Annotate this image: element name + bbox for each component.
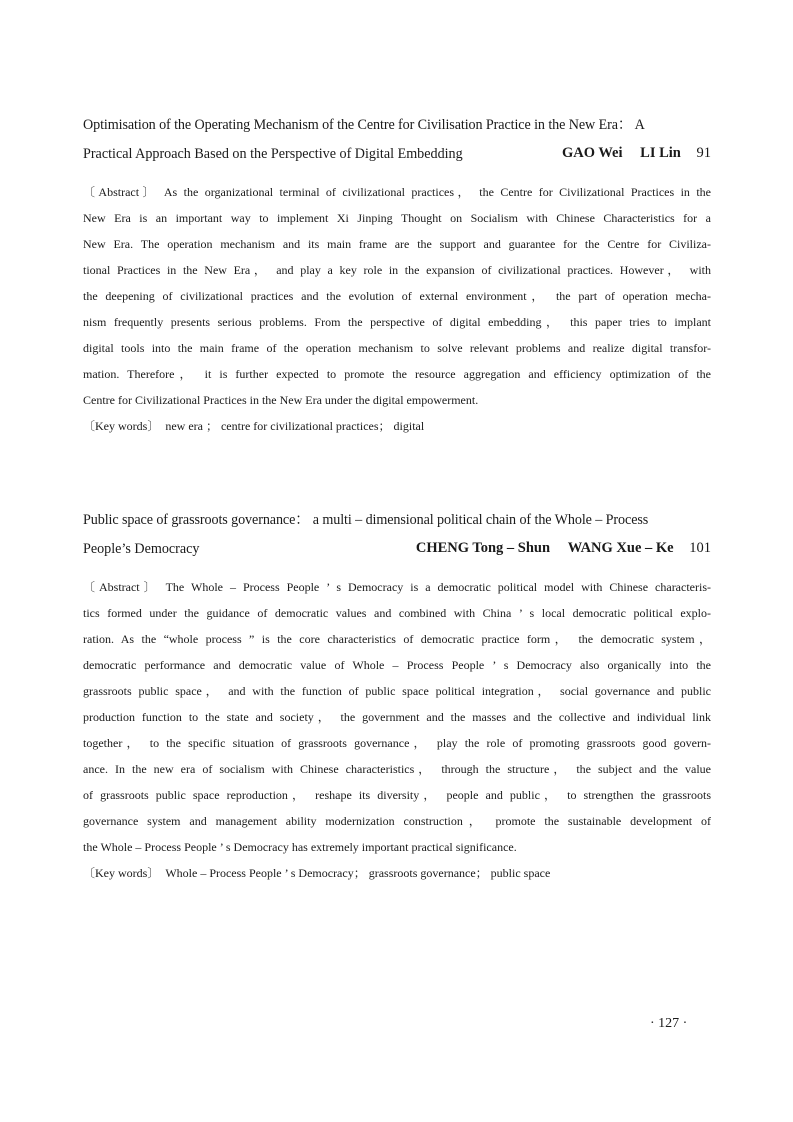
abstract-line: ance. In the new era of socialism with Chinese characteristics， through the structure， the subject and the value [83, 762, 711, 776]
article-entry [83, 505, 711, 886]
article-title-line-1: Public space of grassroots governance： a multi – dimensional political chain of the Whole – Process [83, 511, 649, 528]
abstract-line: grassroots public space， and with the function of public space political integration， social governance and public [83, 684, 711, 698]
article-title-row [83, 139, 711, 168]
abstract-line: ration. As the “whole process ” is the core characteristics of democratic practice form， the democratic system， [83, 632, 711, 646]
article-entry [83, 110, 711, 439]
article-title-row [83, 534, 711, 563]
abstract-text: As the organizational terminal of civilizational practices， the Centre for Civilizational Practices in the [163, 185, 711, 199]
abstract-line: digital tools into the main frame of the operation mechanism to solve relevant problems and realize digital transfor- [83, 341, 711, 355]
author-name: CHENG Tong – Shun [415, 540, 551, 556]
abstract-line: the Whole – Process People ’ s Democracy has extremely important practical significance. [83, 840, 517, 854]
byline [402, 534, 711, 563]
abstract-line: governance system and management ability modernization construction， promote the sustainable development of [83, 814, 711, 828]
abstract-line: nism frequently presents serious problems. From the perspective of digital embedding， this paper tries to implant [83, 315, 711, 329]
keywords [83, 860, 711, 886]
byline [548, 139, 711, 168]
page-number: · 127 · [650, 1016, 688, 1031]
abstract-label: 〔Abstract〕 [83, 185, 158, 199]
keywords [83, 413, 711, 439]
abstract-text: The Whole – Process People ’ s Democracy is a democratic political model with Chinese characteris- [165, 580, 711, 594]
article-title-line-1: Optimisation of the Operating Mechanism of the Centre for Civilisation Practice in the New Era： A [83, 116, 645, 133]
abstract-line: New Era. The operation mechanism and its main frame are the support and guarantee for the Centre for Civiliza- [83, 237, 711, 251]
abstract-line: mation. Therefore， it is further expected to promote the resource aggregation and efficiency optimization of the [83, 367, 711, 381]
keywords-text: Whole – Process People ’ s Democracy； grassroots governance； public space [165, 866, 551, 880]
abstract-label: 〔Abstract〕 [83, 580, 160, 594]
article-title-line-2: Practical Approach Based on the Perspective of Digital Embedding [83, 145, 463, 162]
abstract-line [83, 574, 711, 600]
keywords-label: 〔Key words〕 [83, 419, 160, 433]
keywords-text: new era ； centre for civilizational practices； digital [165, 419, 425, 433]
abstract [83, 574, 711, 860]
author-name: GAO Wei [561, 145, 623, 161]
abstract-line [83, 179, 711, 205]
abstract-line: democratic performance and democratic value of Whole – Process People ’ s Democracy also organically into the [83, 658, 711, 672]
abstract-line: of grassroots public space reproduction， reshape its diversity， people and public， to strengthen the grassroots [83, 788, 711, 802]
abstract-line: the deepening of civilizational practices and the evolution of external environment， the part of operation mecha- [83, 289, 711, 303]
abstract-line: tional Practices in the New Era， and play a key role in the expansion of civilizational practices. However， with [83, 263, 711, 277]
abstract-line: New Era is an important way to implement Xi Jinping Thought on Socialism with Chinese Characteristics for a [83, 211, 711, 225]
author-name: WANG Xue – Ke [567, 540, 674, 556]
keywords-label: 〔Key words〕 [83, 866, 160, 880]
abstract-line: Centre for Civilizational Practices in the New Era under the digital empowerment. [83, 393, 479, 407]
abstract-line: production function to the state and society， the government and the masses and the collective and individual link [83, 710, 711, 724]
start-page: 101 [689, 540, 711, 556]
author-name: LI Lin [640, 145, 681, 161]
article-title-line-2: People’s Democracy [83, 540, 200, 557]
start-page: 91 [696, 145, 711, 161]
abstract-line: together， to the specific situation of grassroots governance， play the role of promoting grassroots good govern- [83, 736, 711, 750]
abstract-line: tics formed under the guidance of democratic values and combined with China ’ s local democratic political explo- [83, 606, 711, 620]
abstract [83, 179, 711, 413]
